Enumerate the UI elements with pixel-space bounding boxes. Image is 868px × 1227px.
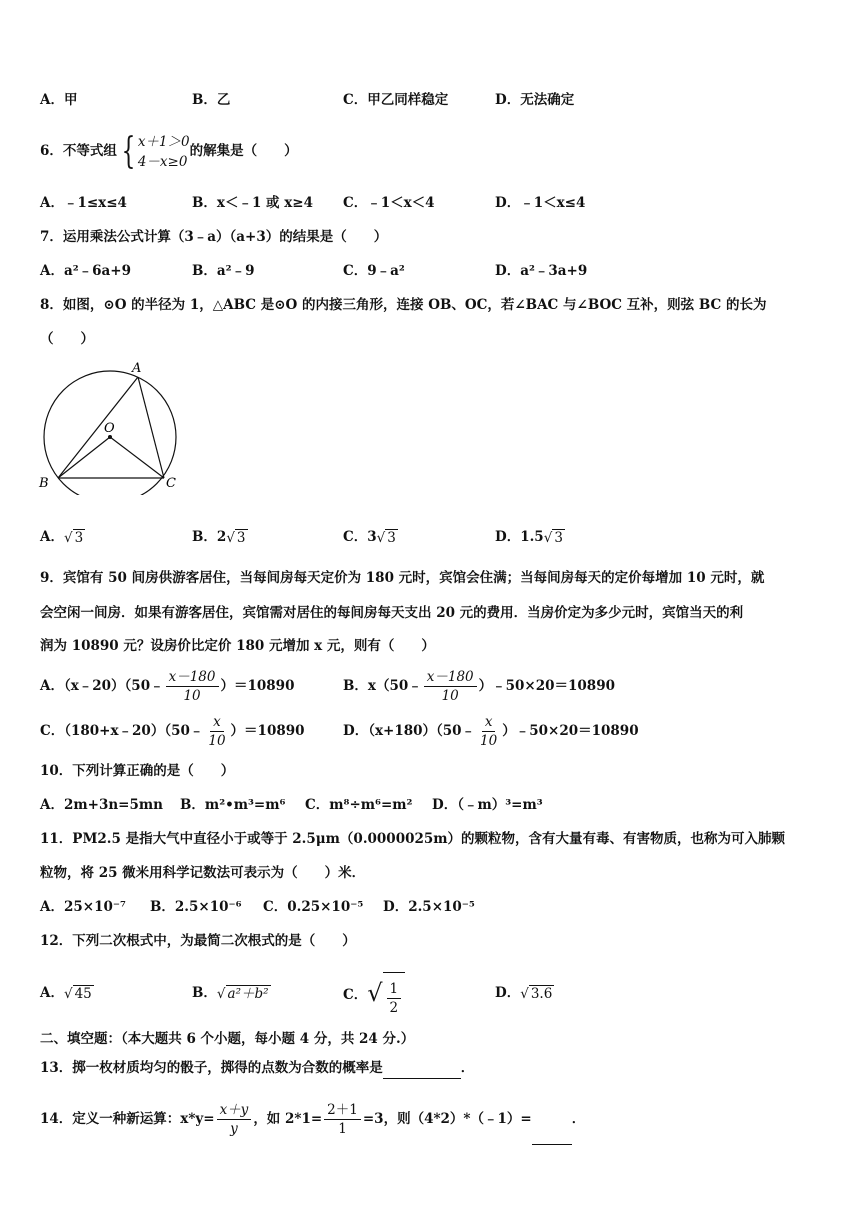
q12-option-a[interactable]: A．√ 45 <box>40 975 94 1012</box>
label-o: O <box>104 421 115 436</box>
inequality-system <box>117 132 190 172</box>
q7-option-d[interactable]: D．a²﹣3a+9 <box>495 263 588 279</box>
q8-a-label: A． <box>40 529 64 545</box>
q8-question-line2: （ ） <box>40 331 94 347</box>
q7-option-c[interactable]: C．9﹣a² <box>343 263 405 279</box>
q6-option-c[interactable]: C．﹣1＜x＜4 <box>343 195 435 211</box>
q5-option-d[interactable]: D．无法确定 <box>495 92 575 108</box>
q9-option-d[interactable]: D．（x+180）（50﹣ $\frac{x}{10}$ ）﹣50×20＝10890 <box>343 714 639 749</box>
segment-ac <box>138 377 164 478</box>
q11-option-b[interactable]: B．2.5×10⁻⁶ <box>150 899 242 915</box>
answer-blank[interactable] <box>383 1058 461 1079</box>
q11-option-a[interactable]: A．25×10⁻⁷ <box>40 899 126 915</box>
q8-option-b[interactable] <box>192 527 248 548</box>
q6-question <box>40 128 298 174</box>
segment-ab <box>58 377 138 478</box>
q12-question: 12．下列二次根式中，为最简二次根式的是（ ） <box>40 933 356 949</box>
sqrt-symbol: √ 3 <box>226 529 246 546</box>
q9-option-b[interactable]: B．x（50﹣ $\frac{x-180}{10}$ ）﹣50×20＝10890 <box>343 669 615 704</box>
answer-blank[interactable] <box>532 1094 572 1145</box>
sqrt-symbol: √ a²＋b² <box>216 985 269 1002</box>
fraction: $\frac{x-180}{10}$ <box>166 668 219 705</box>
label-b: B <box>39 476 49 491</box>
q12-option-b[interactable]: B．√ a²＋b² <box>192 975 271 1012</box>
q8-d-label: D．1.5 <box>495 529 544 545</box>
q9-option-c[interactable]: C．（180+x﹣20）（50﹣ $\frac{x}{10}$ ）＝10890 <box>40 714 305 749</box>
q7-option-a[interactable]: A．a²﹣6a+9 <box>40 263 131 279</box>
fraction: $\frac{x}{10}$ <box>480 714 498 749</box>
fraction: $\frac{x}{10}$ <box>208 714 226 749</box>
label-a: A <box>132 361 142 376</box>
q7-question: 7．运用乘法公式计算（3﹣a）（a+3）的结果是（ ） <box>40 229 388 245</box>
q9-question-line1: 9．宾馆有 50 间房供游客居住，当每间房每天定价为 180 元时，宾馆会住满；当每间房每天的定价每增加 10 元时，就 <box>40 570 765 586</box>
q10-question: 10．下列计算正确的是（ ） <box>40 763 235 779</box>
sqrt-symbol: √ 3 <box>543 529 563 546</box>
q13-question: 13．掷一枚材质均匀的骰子，掷得的点数为合数的概率是 ． <box>40 1058 474 1079</box>
q8-question-line1: 8．如图，⊙O 的半径为 1，△ABC 是⊙O 的内接三角形，连接 OB、OC，若∠BAC 与∠BOC 互补，则弦 BC 的长为 <box>40 297 767 313</box>
q8-option-a[interactable] <box>40 527 85 548</box>
q6-option-b[interactable]: B．x＜﹣1 或 x≥4 <box>192 195 314 211</box>
q5-option-a[interactable]: A．甲 <box>40 92 78 108</box>
q9-option-a[interactable]: A．（x﹣20）（50﹣ $\frac{x-180}{10}$ ）＝10890 <box>40 669 295 704</box>
segment-oc <box>110 437 164 478</box>
brace-icon: { <box>121 130 136 172</box>
q10-option-a[interactable]: A．2m+3n=5mn <box>40 797 163 813</box>
q7-option-b[interactable]: B．a²﹣9 <box>192 263 255 279</box>
q8-option-c[interactable] <box>343 527 398 548</box>
q11-question-line2: 粒物，将 25 微米用科学记数法可表示为（ ）米． <box>40 865 366 881</box>
section-heading-fill-in: 二、填空题：（本大题共 6 个小题，每小题 4 分，共 24 分.） <box>40 1031 415 1047</box>
q11-option-c[interactable]: C．0.25×10⁻⁵ <box>263 899 364 915</box>
q12-option-d[interactable]: D．√ 3.6 <box>495 975 554 1012</box>
q6-option-d[interactable]: D．﹣1＜x≤4 <box>495 195 586 211</box>
q8-b-label: B．2 <box>192 529 227 545</box>
sqrt-symbol: √ 3 <box>63 529 84 546</box>
sqrt-symbol: √ $\frac{1}{2}$ <box>367 968 405 1023</box>
sqrt-symbol: √ 3 <box>376 529 396 546</box>
sqrt-symbol: √ 3.6 <box>520 985 553 1002</box>
q6-option-a[interactable]: A．﹣1≤x≤4 <box>40 195 127 211</box>
q5-option-c[interactable]: C．甲乙同样稳定 <box>343 92 449 108</box>
label-c: C <box>166 476 176 491</box>
q8-c-label: C．3 <box>343 529 377 545</box>
inequality-2: 4－x≥0 <box>137 153 188 170</box>
q14-question: 14．定义一种新运算：x*y= $\frac{x+y}{y}$ ，如 2*1= $\frac{2+1}{1}$ =3，则（4*2）*（﹣1）= ． <box>40 1094 585 1145</box>
fraction: $\frac{2+1}{1}$ <box>324 1101 361 1138</box>
q6-prefix: 6．不等式组 <box>40 143 117 159</box>
q9-question-line3: 润为 10890 元？设房价比定价 180 元增加 x 元，则有（ ） <box>40 638 435 654</box>
q5-option-b[interactable]: B．乙 <box>192 92 231 108</box>
q11-option-d[interactable]: D．2.5×10⁻⁵ <box>383 899 475 915</box>
q10-option-c[interactable]: C．m⁸÷m⁶=m² <box>305 797 413 813</box>
inequality-1: x＋1＞0 <box>137 133 190 150</box>
sqrt-symbol: √ 45 <box>63 985 92 1002</box>
q9-question-line2: 会空闲一间房．如果有游客居住，宾馆需对居住的每间房每天支出 20 元的费用．当房价定为多少元时，宾馆当天的利 <box>40 605 744 621</box>
segment-ob <box>58 437 110 478</box>
fraction: $\frac{x-180}{10}$ <box>424 668 477 705</box>
circle-triangle-figure <box>36 360 186 495</box>
q6-suffix: 的解集是（ ） <box>189 143 298 159</box>
q10-option-b[interactable]: B．m²•m³=m⁶ <box>180 797 286 813</box>
q8-option-d[interactable] <box>495 527 565 548</box>
q11-question-line1: 11．PM2.5 是指大气中直径小于或等于 2.5μm（0.0000025m）的颗粒物，含有大量有毒、有害物质，也称为可入肺颗 <box>40 831 786 847</box>
fraction: $\frac{x+y}{y}$ <box>217 1101 252 1138</box>
q12-option-c[interactable]: C．√ $\frac{1}{2}$ <box>343 968 405 1023</box>
q10-option-d[interactable]: D．（﹣m）³=m³ <box>432 797 543 813</box>
